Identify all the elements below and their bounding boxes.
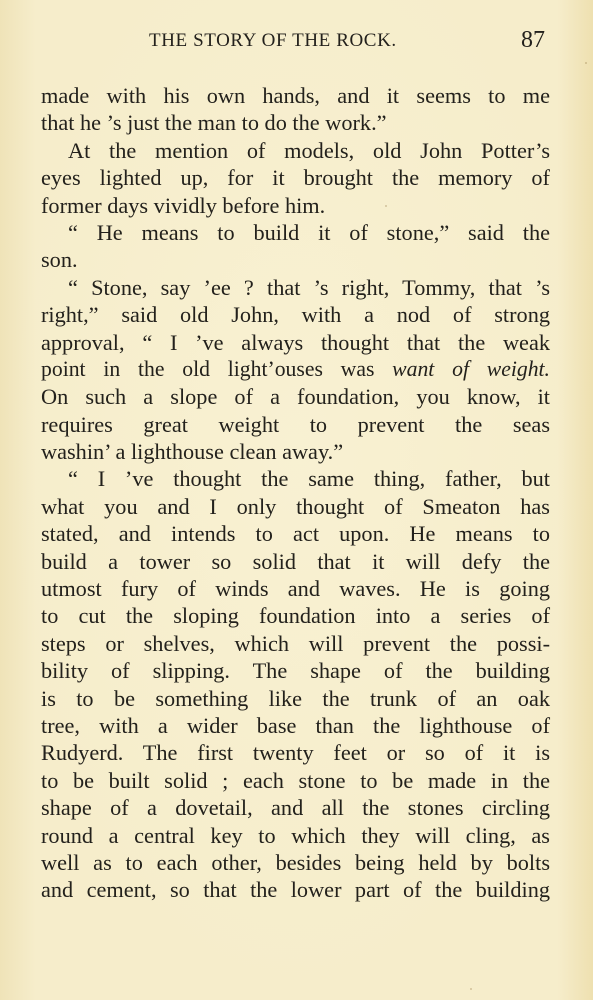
text-line-content: what you and I only thought of Smeaton has [41,493,550,519]
paper-speck [385,205,387,207]
text-line-content: washin’ a lighthouse clean away.” [41,439,344,465]
text-line [41,630,550,657]
text-line [41,465,550,492]
text-line-content: requires great weight to prevent the seas [41,411,550,437]
text-line-content: made with his own hands, and it seems to me [41,83,550,108]
text-line-content: stated, and intends to act upon. He means to [41,521,550,547]
text-line-content: bility of slipping. The shape of the building [41,658,550,684]
text-line [41,274,550,301]
text-line-content: to be built solid ; each stone to be made in the [41,767,550,793]
running-head: THE STORY OF THE ROCK. [149,30,397,51]
text-line [41,493,550,520]
text-line-content: steps or shelves, which will prevent the possi- [41,630,550,656]
text-line-content: to cut the sloping foundation into a series of [41,603,550,629]
text-line-content: eyes lighted up, for it brought the memory of [41,165,550,191]
body-text [41,82,550,904]
text-line-content: utmost fury of winds and waves. He is going [41,576,550,602]
text-line [41,329,550,356]
text-line-content: build a tower so solid that it will defy the [41,548,550,574]
text-line-content: Rudyerd. The first twenty feet or so of it is [41,740,550,766]
text-line [41,685,550,712]
text-line-content: son. [41,247,78,273]
text-line [41,520,550,547]
text-line [41,356,550,383]
text-line [41,767,550,794]
text-line [41,822,550,849]
text-line-content: is to be something like the trunk of an oak [41,685,550,711]
text-line-content: right,” said old John, with a nod of strong [41,302,550,328]
text-line-content: On such a slope of a foundation, you know, it [41,384,550,410]
text-line [41,602,550,629]
text-line [41,739,550,766]
text-line-content: that he ’s just the man to do the work.” [41,110,387,136]
text-line-content: and cement, so that the lower part of the building [41,877,550,903]
text-line-content: well as to each other, besides being held by bolts [41,849,550,875]
text-line [41,383,550,410]
text-line [41,438,550,465]
text-line [41,301,550,328]
text-line [41,657,550,684]
italic-emphasis: want of weight. [392,356,550,381]
text-line-content: tree, with a wider base than the lighthouse of [41,712,550,738]
text-line-content: approval, “ I ’ve always thought that the weak [41,329,550,355]
paper-speck [585,62,587,64]
text-line-content: shape of a dovetail, and all the stones circling [41,795,550,821]
paper-speck [470,988,472,990]
text-line-content: “ He means to build it of stone,” said the [68,219,550,245]
text-line [41,109,550,136]
text-line [41,876,550,903]
text-line-content: round a central key to which they will cling, as [41,822,550,848]
text-line [41,712,550,739]
text-line [41,794,550,821]
text-line [41,575,550,602]
text-line [41,192,550,219]
text-line-content: former days vividly before him. [41,192,326,218]
text-line-content: At the mention of models, old John Potter’s [68,137,550,163]
text-line [41,137,550,164]
text-line [41,82,550,109]
text-line [41,164,550,191]
text-line [41,246,550,273]
text-line [41,548,550,575]
text-line [41,219,550,246]
text-line-content: point in the old light’ouses was [41,356,375,381]
page-header [0,27,593,58]
text-line [41,411,550,438]
text-line-content: “ I ’ve thought the same thing, father, but [68,466,550,492]
text-line-content: “ Stone, say ’ee ? that ’s right, Tommy, that ’s [68,274,550,300]
page-number: 87 [521,27,545,53]
text-line [41,849,550,876]
